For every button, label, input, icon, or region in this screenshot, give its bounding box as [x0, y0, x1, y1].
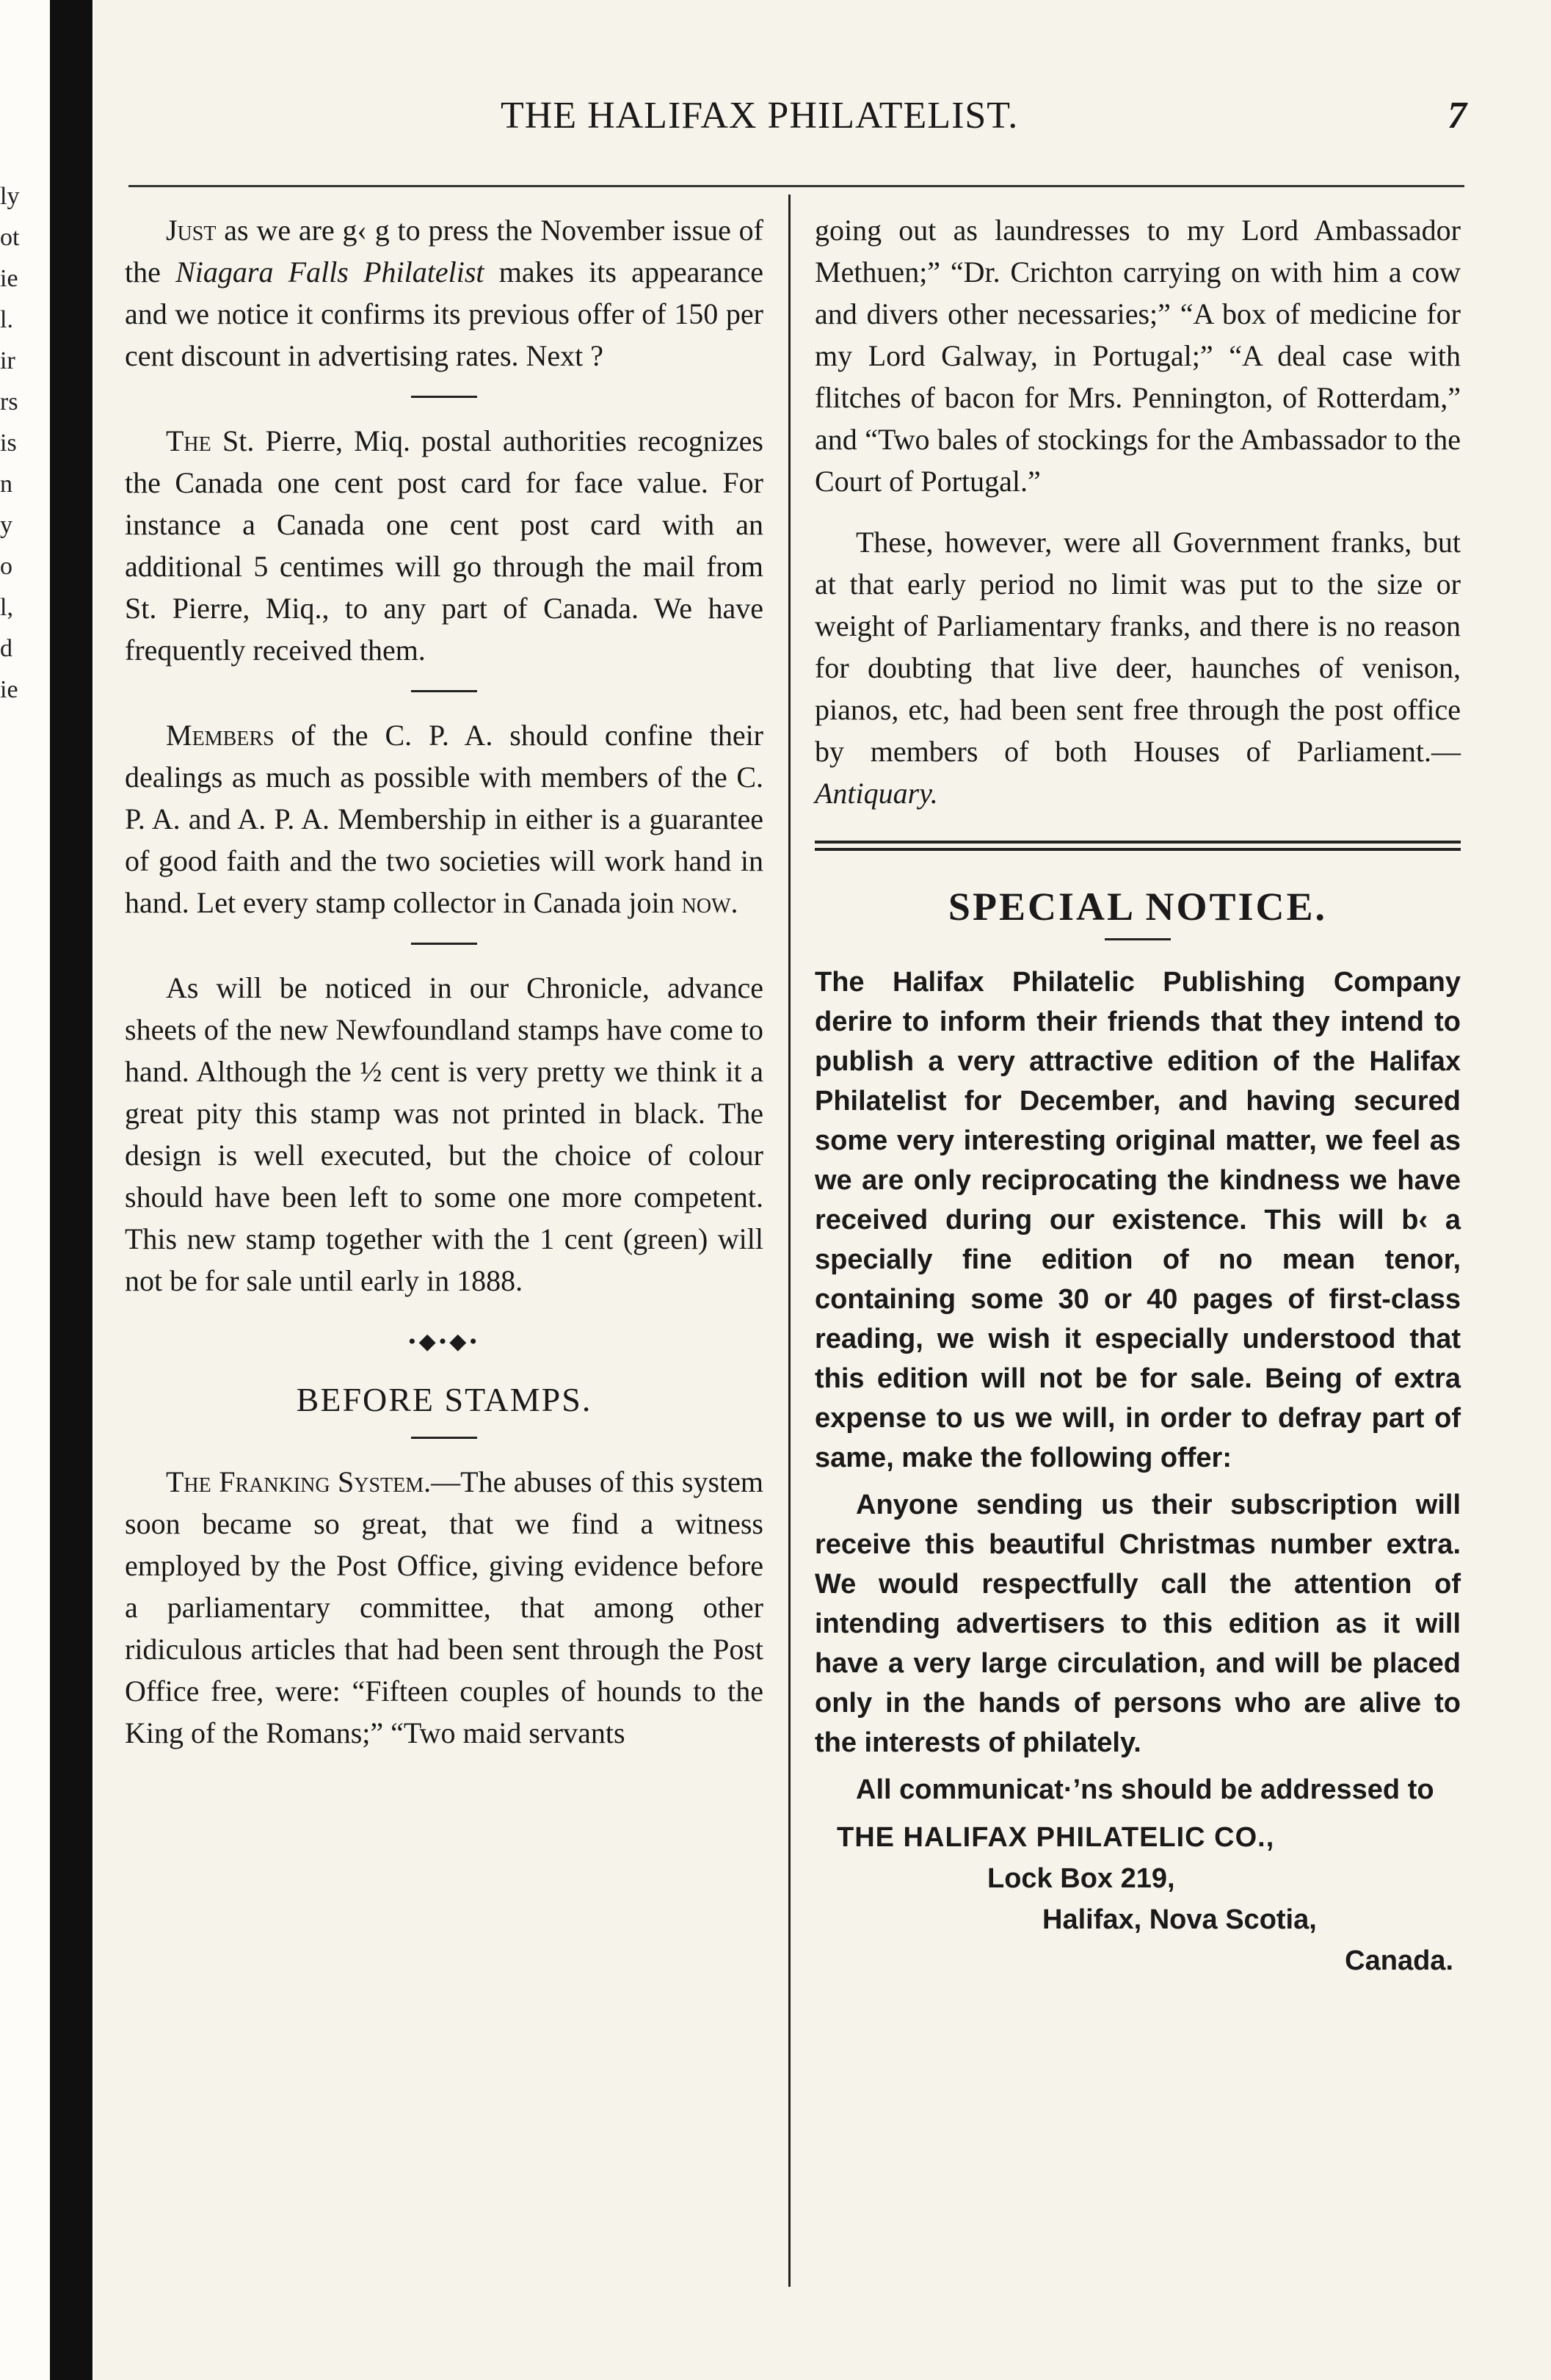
article-franking-system: The Franking System.—The abuses of this system soon became so great, that we find a witness employed by the Post Office, giving evidence before a parliamentary committee, that among other ridiculous articles that had been sent through the Post Office free, were: “Fifteen couples of hounds to the King of the Romans;” “Two maid servants	[125, 1465, 764, 1749]
address-box: Lock Box 219,	[987, 1863, 1175, 1894]
double-rule	[815, 841, 1461, 851]
column-divider	[788, 195, 791, 2287]
notice-paragraph: All communicat·’ns should be addressed to	[856, 1774, 1434, 1805]
edge-fragment: d	[0, 635, 12, 662]
edge-fragment: o	[0, 553, 12, 580]
lead-word: The	[166, 424, 211, 457]
lead-word: Just	[166, 214, 217, 247]
notice-paragraph: The Halifax Philatelic Publishing Company derire to inform their friends that they intend to publish a very attractive edition of the Halifax Philatelist for December, and having secured some very interesting original matter, we feel as we are only reciprocating the kindness we have received during our existence. This will b‹ a specially fine edition of no mean tenor, containing some 30 or 40 pages of first-class reading, we wish it especially understood that this edition will not be for sale. Being of extra expense to us we will, in order to defray part of same, make the following offer:	[815, 967, 1461, 1473]
lead-word: Members	[166, 719, 275, 752]
separator-rule	[411, 1437, 477, 1439]
emphasis: now	[681, 886, 731, 919]
right-column	[815, 209, 1461, 1981]
article-continuation: going out as laundresses to my Lord Ambassador Methuen;” “Dr. Crichton carrying on with him a cow and divers other necessaries;” “A box of medicine for my Lord Galway, in Portugal;” “A deal case with flitches of bacon for Mrs. Pennington, of Rotterdam,” and “Two bales of stockings for the Ambassador to the Court of Portugal.”	[815, 214, 1461, 498]
mailing-address	[815, 1817, 1461, 1981]
lead-words: The Franking System.	[166, 1465, 432, 1498]
edge-fragment: ly	[0, 183, 20, 210]
adjacent-page-fragments	[0, 176, 44, 711]
edge-fragment: l.	[0, 306, 13, 333]
edge-fragment: ie	[0, 265, 18, 292]
edge-fragment: is	[0, 429, 17, 457]
article-cpa-members: Members of the C. P. A. should confine their dealings as much as possible with members of the C. P. A. and A. P. A. Membership in either is a guarantee of good faith and the two societies will work hand in hand. Let every stamp collector in Canada join now.	[125, 719, 763, 919]
address-city: Halifax, Nova Scotia,	[1042, 1904, 1317, 1935]
article-newfoundland: As will be noticed in our Chronicle, advance sheets of the new Newfoundland stamps have come to hand. Although the ½ cent is very pretty we think it a great pity this stamp was not printed in black. The design is well executed, but the choice of colour should have been left to some one more competent. This new stamp together with the 1 cent (green) will not be for sale until early in 1888.	[125, 971, 763, 1297]
separator-rule	[411, 690, 477, 692]
address-country: Canada.	[1345, 1945, 1453, 1976]
page-binding-shadow	[50, 0, 92, 2380]
source-credit: Antiquary.	[815, 777, 938, 810]
address-company: THE HALIFAX PHILATELIC CO.,	[837, 1822, 1275, 1853]
edge-fragment: ir	[0, 347, 15, 374]
ornament-separator: •◆•◆•	[408, 1329, 480, 1354]
publication-name: Niagara Falls Philatelist	[175, 255, 484, 289]
edge-fragment: y	[0, 512, 12, 539]
article-franks-paragraph: These, however, were all Government franks, but at that early period no limit was put to the size or weight of Parliamentary franks, and there is no reason for doubting that live deer, haunches of venison, pianos, etc, had been sent free through the post office by members of both Houses of Parliament.—Antiquary.	[815, 526, 1461, 810]
publication-title: THE HALIFAX PHILATELIST.	[501, 95, 1019, 137]
edge-fragment: rs	[0, 388, 18, 416]
edge-fragment: ie	[0, 676, 18, 703]
separator-rule	[411, 943, 477, 945]
separator-rule	[1105, 938, 1171, 940]
header-rule	[128, 185, 1464, 187]
special-notice	[815, 962, 1461, 1810]
notice-paragraph: Anyone sending us their subscription will receive this beautiful Christmas number extra. We would respectfully call the attention of intending advertisers to this edition as it will have a very large circulation, and will be placed only in the hands of persons who are alive to the interests of philately.	[815, 1490, 1461, 1758]
article-st-pierre: The St. Pierre, Miq. postal authorities recognizes the Canada one cent post card for face value. For instance a Canada one cent post card with an additional 5 centimes will go through the mail from St. Pierre, Miq., to any part of Canada. We have frequently received them.	[125, 424, 763, 667]
left-column	[125, 209, 763, 1773]
section-heading: BEFORE STAMPS.	[296, 1381, 592, 1418]
separator-rule	[411, 396, 477, 398]
notice-title: SPECIAL NOTICE.	[948, 885, 1328, 929]
article-niagara-falls: Just as we are g‹ g to press the November issue of the Niagara Falls Philatelist makes its appearance and we notice it confirms its previous offer of 150 per cent discount in advertising rates. Next ?	[125, 214, 763, 372]
edge-fragment: l,	[0, 594, 13, 621]
edge-fragment: n	[0, 471, 12, 498]
page-number: 7	[1448, 95, 1467, 137]
edge-fragment: ot	[0, 224, 20, 251]
